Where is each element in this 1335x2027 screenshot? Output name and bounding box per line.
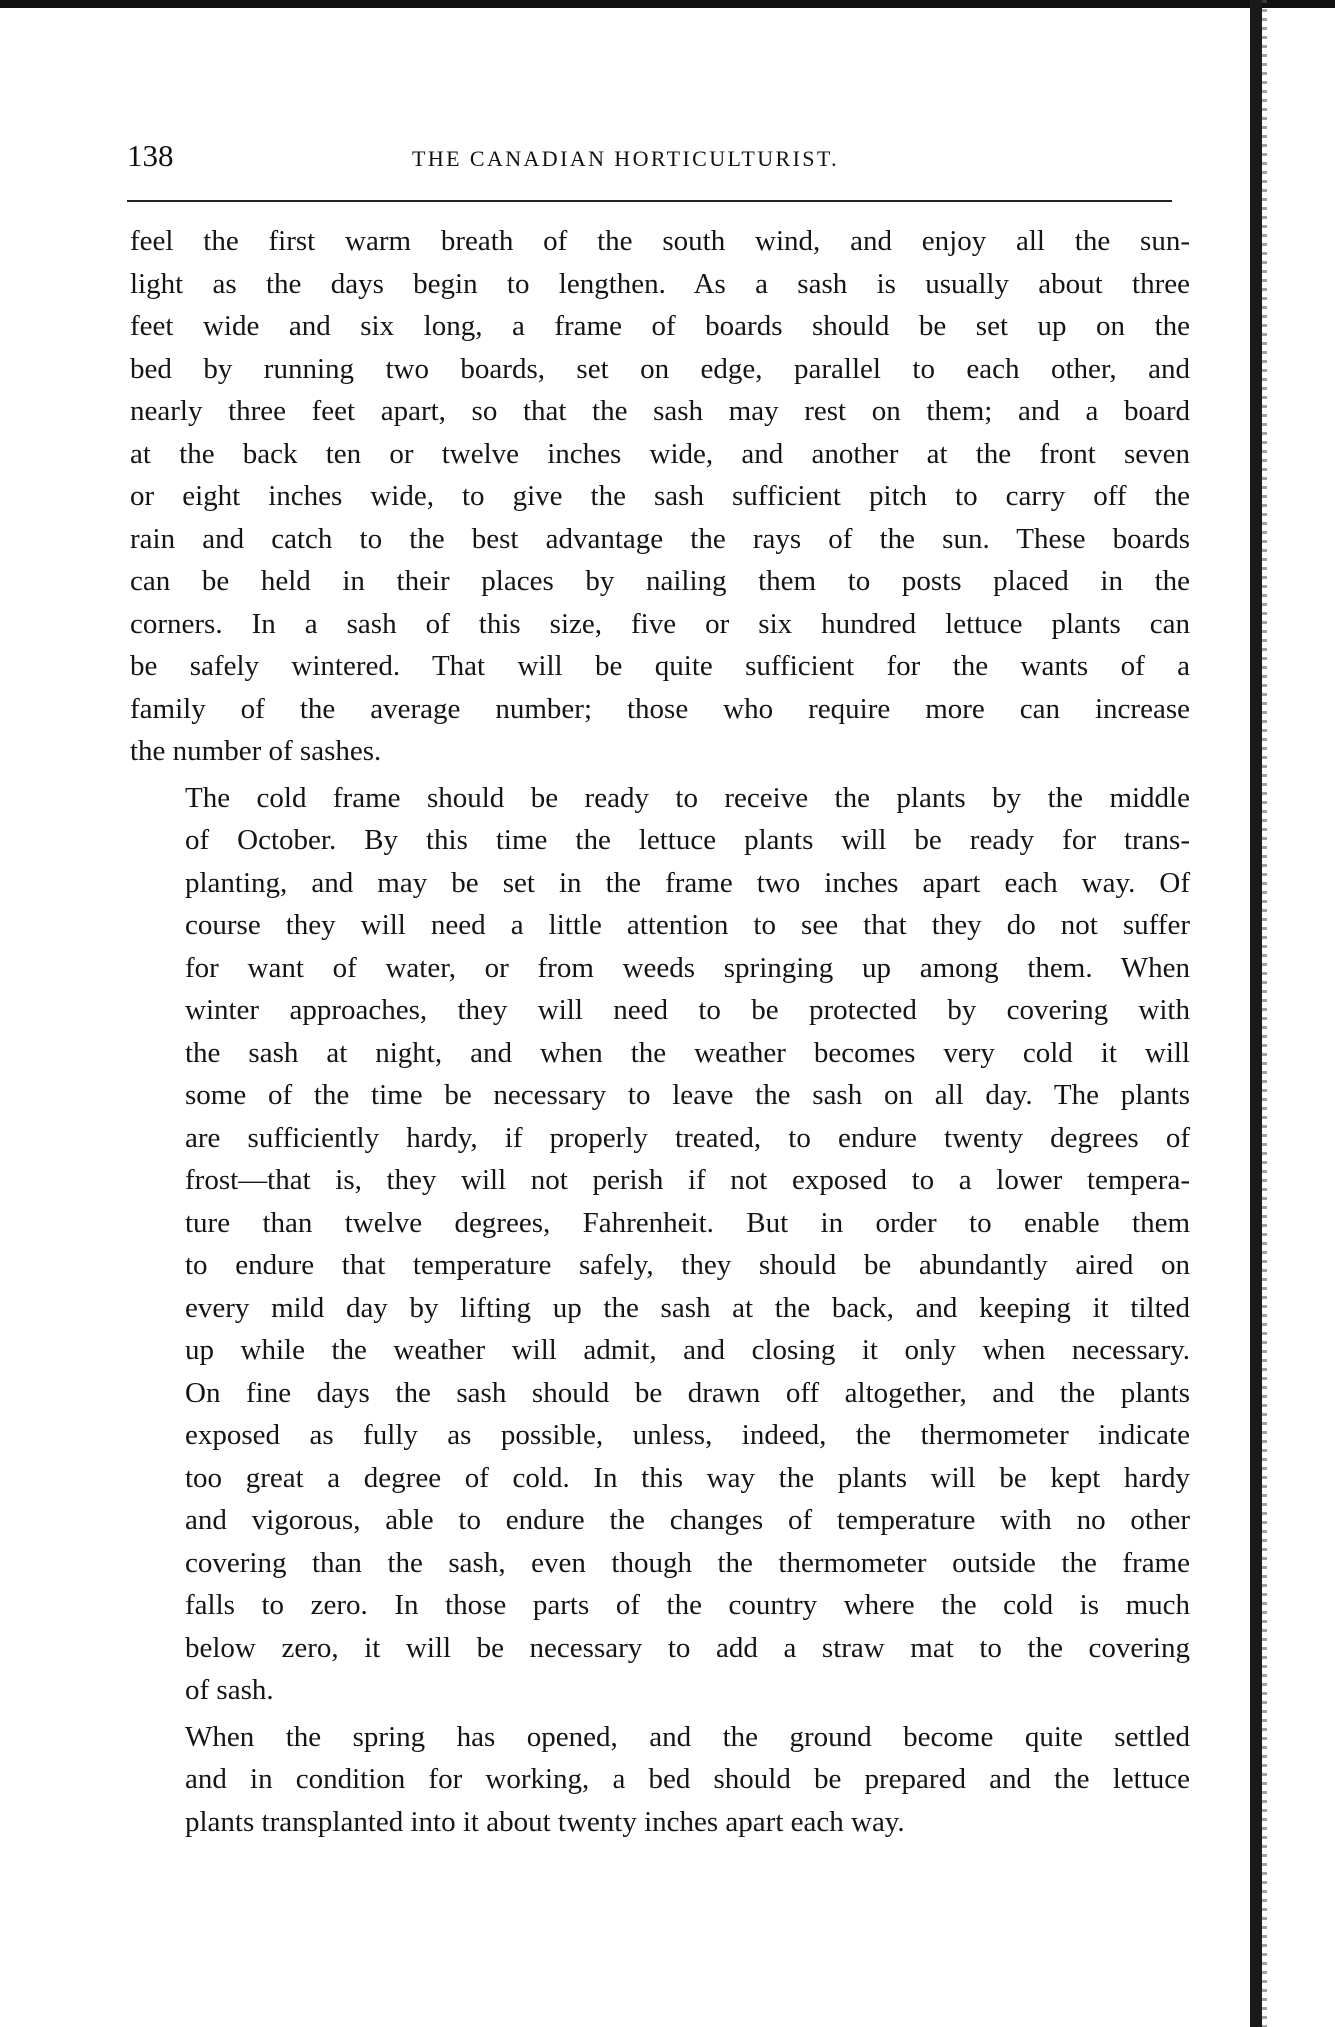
text-line: of October. By this time the lettuce plants will be ready for trans- — [185, 824, 1190, 856]
text-line: and in condition for working, a bed should be prepared and the lettuce — [185, 1763, 1190, 1795]
text-line: exposed as fully as possible, unless, indeed, the thermometer indicate — [185, 1419, 1190, 1451]
text-line: too great a degree of cold. In this way the plants will be kept hardy — [185, 1461, 1190, 1494]
page-number: 138 — [127, 138, 174, 173]
text-line: the sash at night, and when the weather becomes very cold it will — [185, 1036, 1190, 1069]
text-line: light as the days begin to lengthen. As a sash is usually about three — [130, 267, 1190, 300]
text-line: bed by running two boards, set on edge, parallel to each other, and — [130, 352, 1190, 385]
text-line: corners. In a sash of this size, five or six hundred lettuce plants can — [130, 607, 1190, 640]
journal-title: THE CANADIAN HORTICULTURIST. — [412, 146, 840, 171]
text-line: and vigorous, able to endure the changes of temperature with no other — [185, 1504, 1190, 1536]
text-line: course they will need a little attention to see that they do not suffer — [185, 909, 1190, 941]
text-line: The cold frame should be ready to receive the plants by the middle — [185, 781, 1190, 814]
text-line: covering than the sash, even though the thermometer outside the frame — [185, 1546, 1190, 1579]
text-line: the number of sashes. — [130, 735, 382, 767]
body-text — [130, 220, 1190, 1843]
running-head — [127, 138, 1172, 178]
text-line: planting, and may be set in the frame two inches apart each way. Of — [185, 866, 1190, 899]
text-line: are sufficiently hardy, if properly treated, to endure twenty degrees of — [185, 1121, 1190, 1154]
text-line: below zero, it will be necessary to add a straw mat to the covering — [185, 1631, 1190, 1664]
text-line: can be held in their places by nailing them to posts placed in the — [130, 565, 1190, 597]
text-line: be safely wintered. That will be quite sufficient for the wants of a — [130, 650, 1190, 682]
text-line: frost—that is, they will not perish if not exposed to a lower tempera- — [185, 1164, 1190, 1196]
text-line: feet wide and six long, a frame of boards should be set up on the — [130, 310, 1190, 342]
text-line: some of the time be necessary to leave the sash on all day. The plants — [185, 1079, 1190, 1111]
text-line: nearly three feet apart, so that the sash may rest on them; and a board — [130, 395, 1190, 427]
text-line: winter approaches, they will need to be protected by covering with — [185, 994, 1190, 1026]
text-line: up while the weather will admit, and closing it only when necessary. — [185, 1334, 1190, 1366]
text-line: feel the first warm breath of the south wind, and enjoy all the sun- — [130, 225, 1190, 257]
text-line: On fine days the sash should be drawn off altogether, and the plants — [185, 1376, 1190, 1409]
text-line: When the spring has opened, and the ground become quite settled — [185, 1720, 1190, 1753]
text-line: ture than twelve degrees, Fahrenheit. But in order to enable them — [185, 1206, 1190, 1239]
text-line: for want of water, or from weeds springing up among them. When — [185, 951, 1190, 984]
page-edge-shadow — [1250, 0, 1262, 2027]
paragraph-3 — [130, 1716, 1190, 1844]
text-line: plants transplanted into it about twenty inches apart each way. — [185, 1805, 905, 1838]
text-line: or eight inches wide, to give the sash sufficient pitch to carry off the — [130, 480, 1190, 512]
paragraph-1 — [130, 220, 1190, 773]
header-rule — [127, 200, 1172, 202]
text-line: at the back ten or twelve inches wide, and another at the front seven — [130, 437, 1190, 470]
text-line: rain and catch to the best advantage the rays of the sun. These boards — [130, 522, 1190, 555]
page-edge-fray — [1262, 0, 1267, 2027]
text-line: falls to zero. In those parts of the country where the cold is much — [185, 1589, 1190, 1621]
text-line: to endure that temperature safely, they should be abundantly aired on — [185, 1249, 1190, 1281]
text-line: family of the average number; those who require more can increase — [130, 692, 1190, 725]
text-line: of sash. — [185, 1674, 274, 1706]
paragraph-2 — [130, 777, 1190, 1712]
text-line: every mild day by lifting up the sash at the back, and keeping it tilted — [185, 1291, 1190, 1324]
